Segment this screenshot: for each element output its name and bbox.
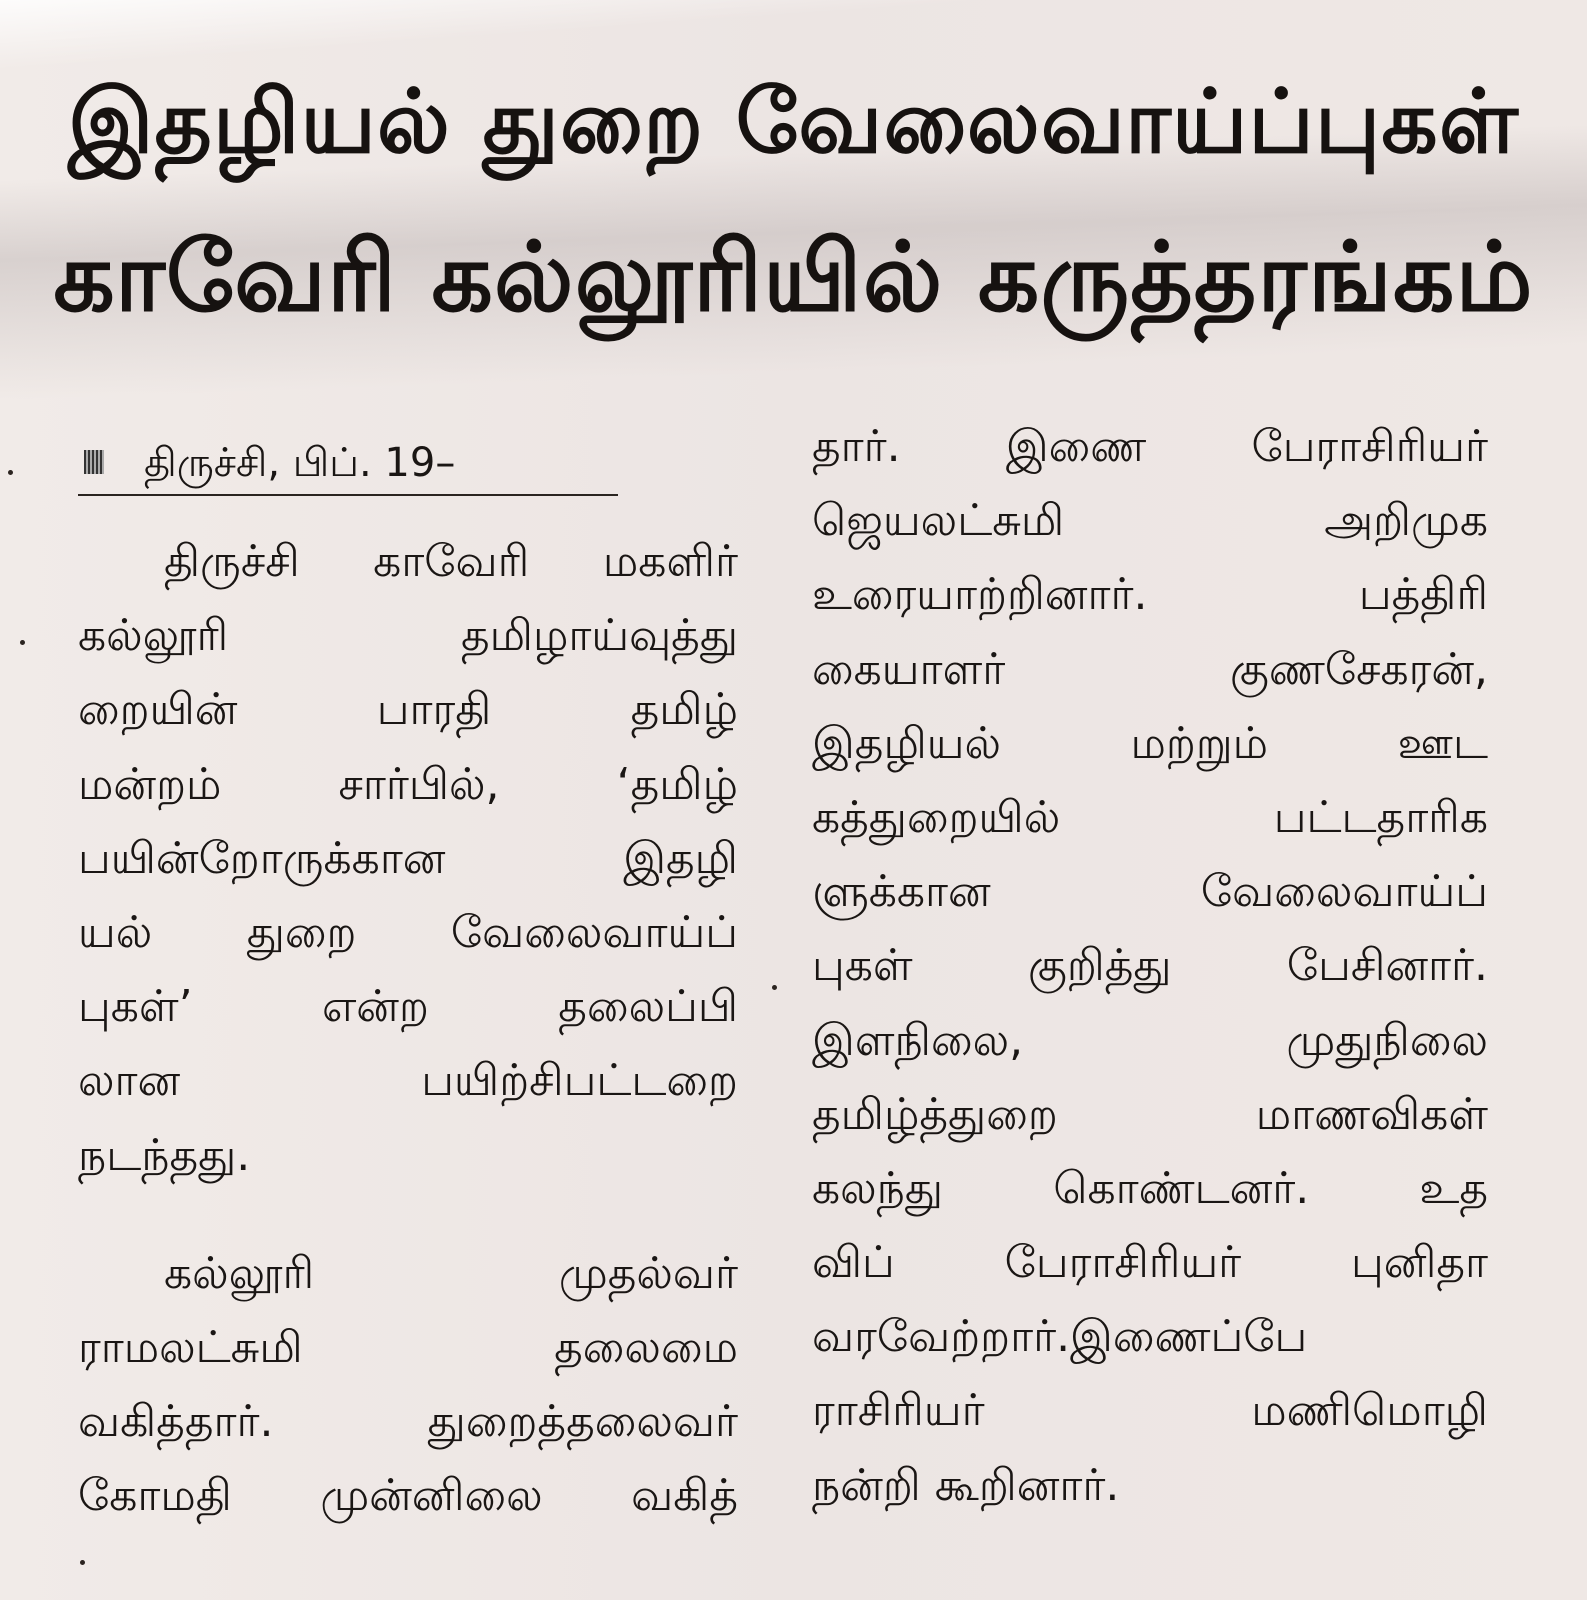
print-speck xyxy=(80,1560,85,1565)
article-line: கத்துறையில் பட்டதாரிக xyxy=(812,791,1488,843)
dateline xyxy=(78,432,618,496)
article-line: கல்லூரி தமிழாய்வுத்து xyxy=(78,610,738,662)
article-line: கல்லூரி முதல்வர் xyxy=(164,1247,738,1299)
article-right-column xyxy=(812,410,1488,1523)
article-line: தார். இணை பேராசிரியர் xyxy=(812,421,1488,472)
article-line: லான பயிற்சிபட்டறை xyxy=(78,1055,738,1107)
article-line: வகித்தார். துறைத்தலைவர் xyxy=(78,1396,738,1448)
article-line: புகள்’ என்ற தலைப்பி xyxy=(78,981,738,1033)
article-line: விப் பேராசிரியர் புனிதா xyxy=(812,1237,1488,1289)
article-line: றையின் பாரதி தமிழ் xyxy=(78,684,738,736)
article-line: கையாளர் குணசேகரன், xyxy=(812,643,1488,695)
print-speck xyxy=(772,985,777,990)
article-line: உரையாற்றினார். பத்திரி xyxy=(812,569,1488,621)
print-speck xyxy=(8,470,13,475)
article-line: ராமலட்சுமி தலைமை xyxy=(78,1321,738,1373)
article-line: இதழியல் மற்றும் ஊட xyxy=(812,717,1488,769)
article-line: யல் துறை வேலைவாய்ப் xyxy=(78,906,738,958)
article-line: நடந்தது. xyxy=(78,1129,251,1181)
article-line: பயின்றோருக்கான இதழி xyxy=(78,832,738,884)
article-line: நன்றி கூறினார். xyxy=(812,1459,1120,1511)
article-line: ளுக்கான வேலைவாய்ப் xyxy=(812,866,1488,918)
article-line: மன்றம் சார்பில், ‘தமிழ் xyxy=(78,758,738,810)
headline-line-2: காவேரி கல்லூரியில் கருத்தரங்கம் xyxy=(53,221,1534,333)
dateline-text: திருச்சி, பிப். 19– xyxy=(144,440,456,486)
print-speck xyxy=(20,640,25,645)
paragraph-gap xyxy=(78,1193,738,1237)
square-bullet-icon xyxy=(84,450,104,474)
article-line: வரவேற்றார்.இணைப்பே xyxy=(812,1311,1308,1363)
article-line: தமிழ்த்துறை மாணவிகள் xyxy=(812,1088,1488,1140)
article-line: திருச்சி காவேரி மகளிர் xyxy=(164,536,738,587)
article-left-column xyxy=(78,525,738,1533)
article-line: கலந்து கொண்டனர். உத xyxy=(812,1162,1488,1214)
article-line: புகள் குறித்து பேசினார். xyxy=(812,940,1488,992)
article-line: ராசிரியர் மணிமொழி xyxy=(812,1385,1488,1437)
article-line: ஜெயலட்சுமி அறிமுக xyxy=(812,495,1488,547)
headline-line-1: இதழியல் துறை வேலைவாய்ப்புகள் xyxy=(67,70,1520,173)
article-line: கோமதி முன்னிலை வகித் xyxy=(78,1470,738,1522)
article-line: இளநிலை, முதுநிலை xyxy=(812,1014,1488,1066)
